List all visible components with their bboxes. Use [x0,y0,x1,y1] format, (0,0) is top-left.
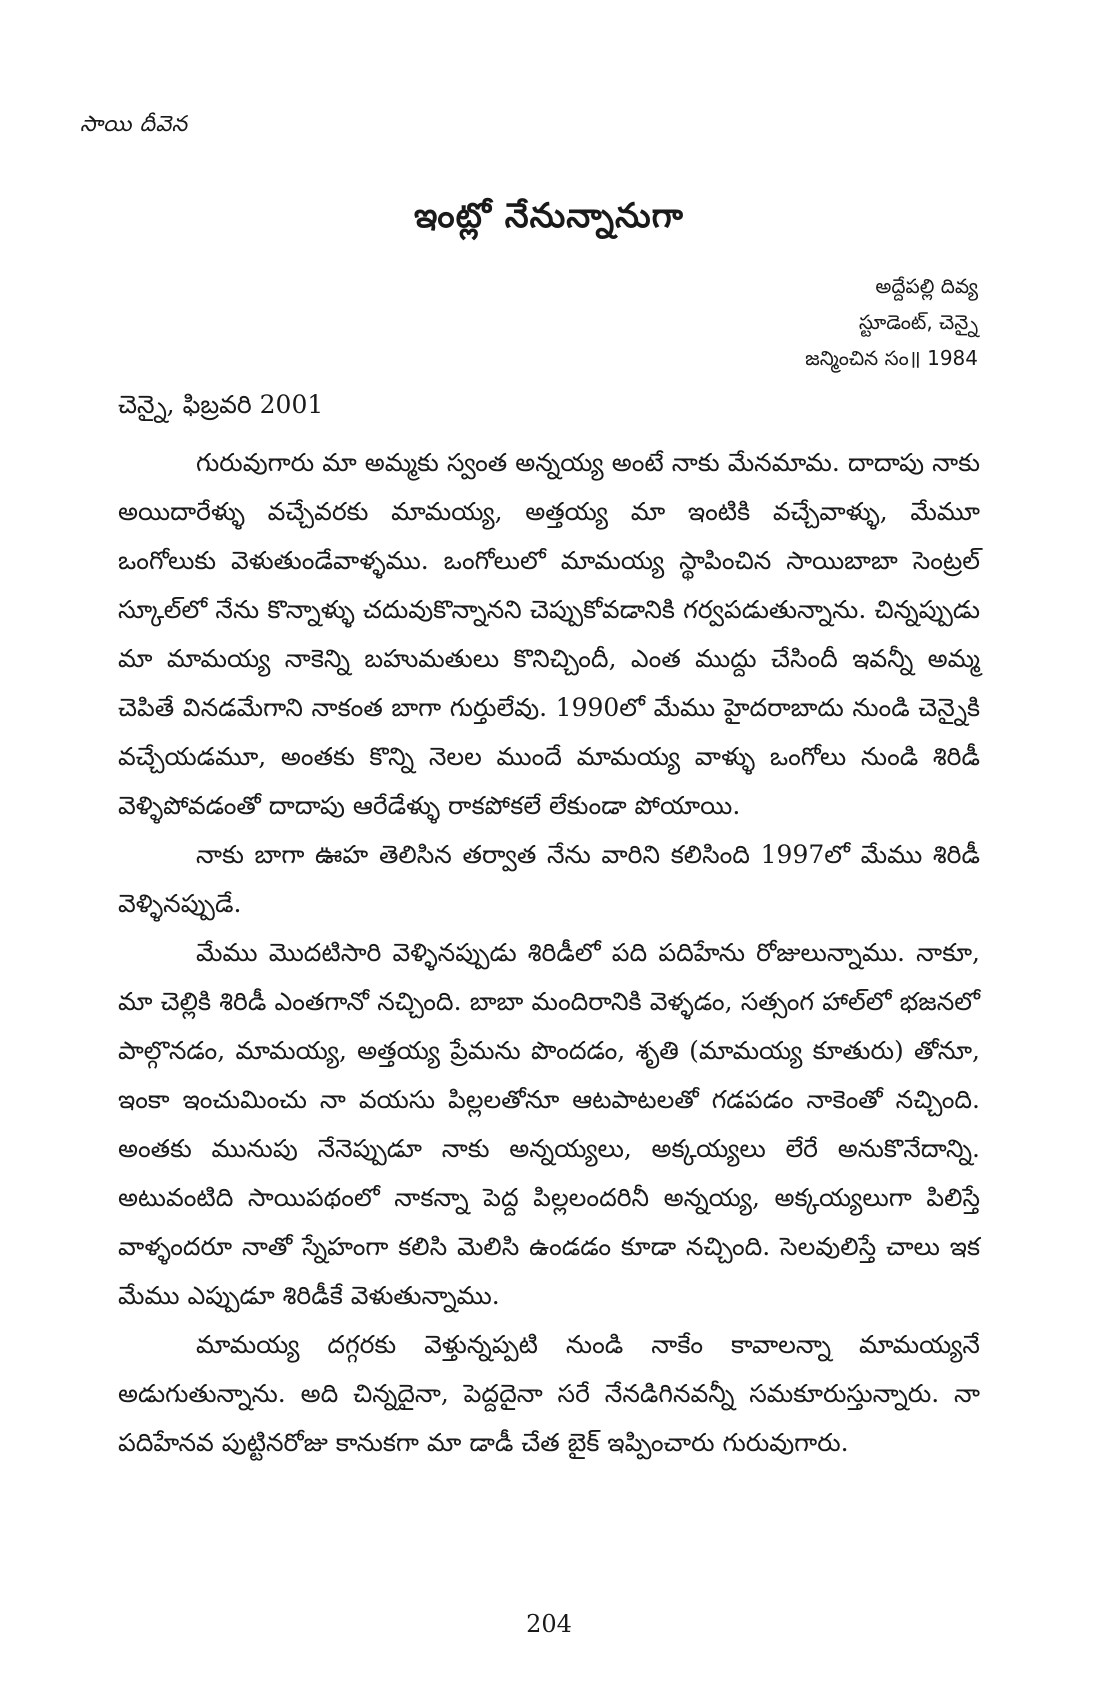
byline [805,268,978,376]
paragraph: నాకు బాగా ఊహ తెలిసిన తర్వాత నేను వారిని కలిసింది 1997లో మేము శిరిడీ వెళ్ళినప్పుడే. [118,840,980,918]
author-name: అద్దేపల్లి దివ్య [875,274,978,298]
paragraph: మామయ్య దగ్గరకు వెళ్తున్నప్పటి నుండి నాకేం కావాలన్నా మామయ్యనే అడుగుతున్నాను. అది చిన్నదైనా, పెద్దదైనా సరే నేనడిగినవన్నీ సమకూరుస్తున్నారు. నా పదిహేనవ పుట్టినరోజు కానుకగా మా డాడీ చేత బైక్ ఇప్పించారు గురువుగారు. [118,1330,980,1457]
author-birth-year: జన్మించిన సం॥ 1984 [805,346,978,370]
author-role: స్టూడెంట్, చెన్నై [858,310,978,334]
dateline: చెన్నై, ఫిబ్రవరి 2001 [118,390,324,419]
paragraph: గురువుగారు మా అమ్మకు స్వంత అన్నయ్య అంటే నాకు మేనమామ. దాదాపు నాకు అయిదారేళ్ళు వచ్చేవరకు మామయ్య, అత్తయ్య మా ఇంటికి వచ్చేవాళ్ళు, మేమూ ఒంగోలుకు వెళుతుండేవాళ్ళము. ఒంగోలులో మామయ్య స్థాపించిన సాయిబాబా సెంట్రల్ స్కూల్‌లో నేను కొన్నాళ్ళు చదువుకొన్నానని చెప్పుకోవడానికి గర్వపడుతున్నాను. చిన్నప్పుడు మా మామయ్య నాకెన్ని బహుమతులు కొనిచ్చిందీ, ఎంత ముద్దు చేసిందీ ఇవన్నీ అమ్మ చెపితే వినడమేగాని నాకంత బాగా గుర్తులేవు. 1990లో మేము హైదరాబాదు నుండి చెన్నైకి వచ్చేయడమూ, అంతకు కొన్ని నెలల ముందే మామయ్య వాళ్ళు ఒంగోలు నుండి శిరిడీ వెళ్ళిపోవడంతో దాదాపు ఆరేడేళ్ళు రాకపోకలే లేకుండా పోయాయి. [118,448,980,820]
paragraph: మేము మొదటిసారి వెళ్ళినప్పుడు శిరిడీలో పది పదిహేను రోజులున్నాము. నాకూ, మా చెల్లికి శిరిడీ ఎంతగానో నచ్చింది. బాబా మందిరానికి వెళ్ళడం, సత్సంగ హాల్‌లో భజనలో పాల్గొనడం, మామయ్య, అత్తయ్య ప్రేమను పొందడం, శృతి (మామయ్య కూతురు) తోనూ, ఇంకా ఇంచుమించు నా వయసు పిల్లలతోనూ ఆటపాటలతో గడపడం నాకెంతో నచ్చింది. అంతకు మునుపు నేనెప్పుడూ నాకు అన్నయ్యలు, అక్కయ్యలు లేరే అనుకొనేదాన్ని. అటువంటిది సాయిపథంలో నాకన్నా పెద్ద పిల్లలందరినీ అన్నయ్య, అక్కయ్యలుగా పిలిస్తే వాళ్ళందరూ నాతో స్నేహంగా కలిసి మెలిసి ఉండడం కూడా నచ్చింది. సెలవులిస్తే చాలు ఇక మేము ఎప్పుడూ శిరిడీకే వెళుతున్నాము. [118,938,980,1310]
article-body [118,438,980,1467]
page-number: 204 [526,1610,572,1638]
article-title: ఇంట్లో నేనున్నానుగా [413,196,684,236]
running-head: సాయి దీవెన [80,112,188,137]
